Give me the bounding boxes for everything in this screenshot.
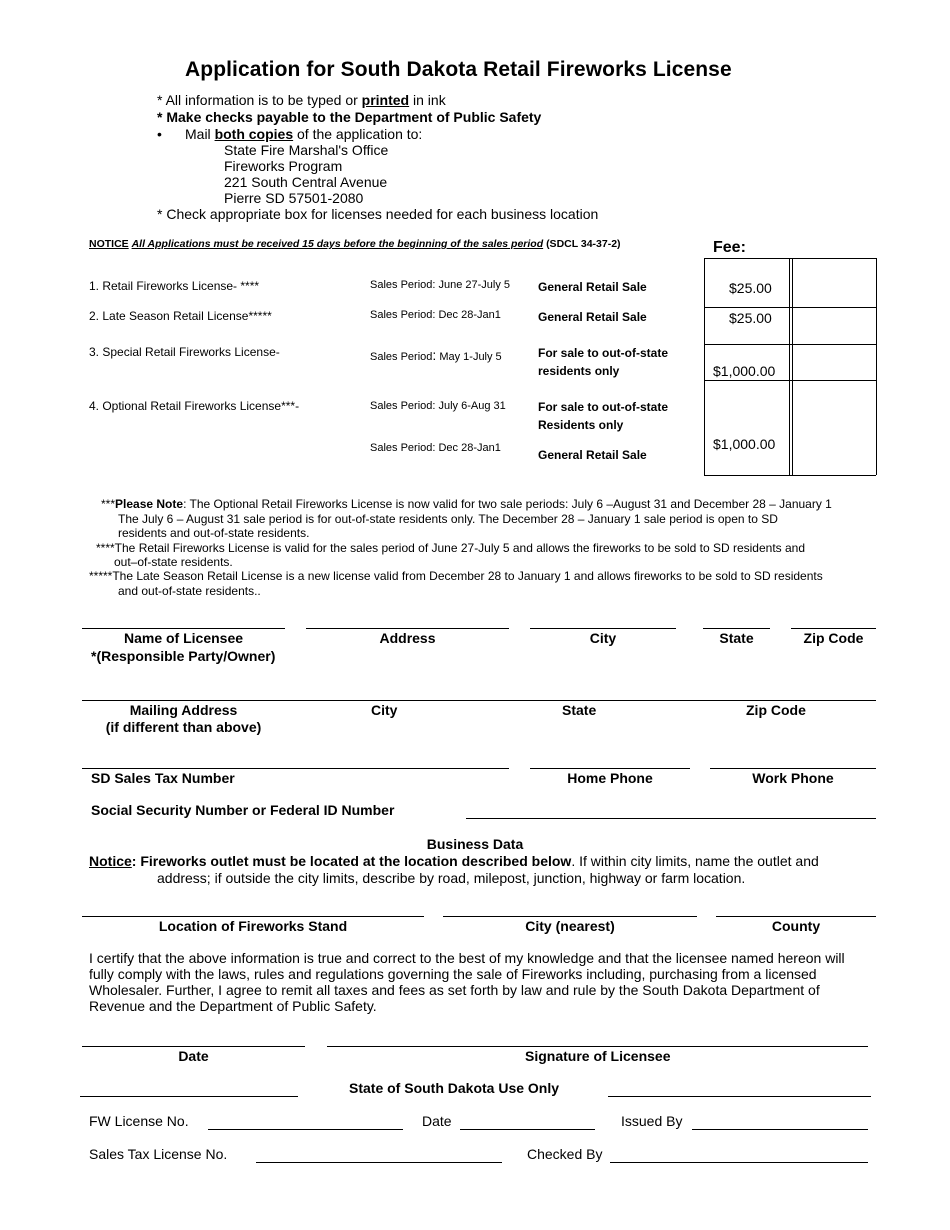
mailing-state-label: State (562, 702, 597, 718)
license-4-checkbox[interactable] (793, 381, 875, 474)
address-line: Pierre SD 57501-2080 (224, 190, 364, 206)
work-phone-label: Work Phone (752, 770, 834, 786)
mailing-address-field[interactable] (82, 700, 876, 701)
notice-line: NOTICE All Applications must be received 15 days before the beginning of the sales period (SDCL 34-37-2) (89, 238, 621, 250)
city-nearest-label: City (nearest) (525, 918, 615, 934)
license-4-type: Residents only (538, 418, 624, 432)
sales-tax-number-field[interactable] (82, 768, 509, 769)
license-4-period: Sales Period: Dec 28-Jan1 (370, 442, 501, 454)
license-3-fee: $1,000.00 (713, 363, 776, 379)
license-2-period: Sales Period: Dec 28-Jan1 (370, 309, 501, 321)
fee-table-border (704, 475, 876, 476)
license-2-type: General Retail Sale (538, 310, 647, 324)
ssn-label: Social Security Number or Federal ID Number (91, 802, 395, 818)
address-line: State Fire Marshal's Office (224, 142, 389, 158)
license-4-type: For sale to out-of-state (538, 400, 669, 414)
note-optional: ***Please Note: The Optional Retail Fireworks License is now valid for two sale periods: July 6 –August 31 and December 28 – January 1 (101, 497, 832, 511)
license-3-type: residents only (538, 364, 620, 378)
bullet-icon: • (157, 126, 162, 142)
note-retail: out–of-state residents. (114, 555, 233, 569)
issued-by-label: Issued By (621, 1113, 683, 1129)
sales-tax-number-label: SD Sales Tax Number (91, 770, 235, 786)
license-1-checkbox[interactable] (793, 259, 875, 306)
name-of-licensee-field[interactable] (82, 628, 285, 629)
if-different-label: (if different than above) (105, 719, 262, 735)
zip-code-field[interactable] (791, 628, 876, 629)
license-1-type: General Retail Sale (538, 280, 647, 294)
zip-code-label: Zip Code (803, 630, 864, 646)
instruction-mail: Mail both copies of the application to: (185, 126, 423, 142)
issued-by-field[interactable] (692, 1129, 868, 1130)
county-field[interactable] (716, 916, 876, 917)
location-field[interactable] (82, 916, 424, 917)
mailing-zip-label: Zip Code (746, 702, 806, 718)
instruction-checks: * Make checks payable to the Department of Public Safety (157, 109, 542, 125)
signature-field[interactable] (327, 1046, 868, 1047)
license-3-period: Sales Period: May 1-July 5 (370, 347, 502, 363)
instruction-typed: * All information is to be typed or printed in ink (157, 92, 446, 108)
license-4-type: General Retail Sale (538, 448, 647, 462)
state-use-heading: State of South Dakota Use Only (349, 1080, 560, 1096)
license-4-name: 4. Optional Retail Fireworks License***- (89, 399, 300, 413)
ssn-field[interactable] (466, 818, 876, 819)
divider (608, 1096, 871, 1097)
fw-license-field[interactable] (208, 1129, 403, 1130)
note-late-season: *****The Late Season Retail License is a new license valid from December 28 to January 1 and allows fireworks to be sold to SD residents (89, 569, 823, 583)
sales-tax-license-label: Sales Tax License No. (89, 1146, 228, 1162)
business-notice: address; if outside the city limits, describe by road, milepost, junction, highway or farm location. (157, 870, 746, 886)
state-date-field[interactable] (460, 1129, 595, 1130)
note-optional: The July 6 – August 31 sale period is for out-of-state residents only. The December 28 – January 1 sale period is open to SD (118, 512, 778, 526)
city-label: City (589, 630, 617, 646)
certification-text: fully comply with the laws, rules and regulations governing the sale of Fireworks including, purchasing from a licensed (89, 966, 817, 982)
instruction-check-box: * Check appropriate box for licenses needed for each business location (157, 206, 599, 222)
state-field[interactable] (703, 628, 770, 629)
license-2-name: 2. Late Season Retail License***** (89, 309, 272, 323)
mailing-city-label: City (371, 702, 398, 718)
business-data-heading: Business Data (426, 836, 524, 852)
note-retail: ****The Retail Fireworks License is valid for the sales period of June 27-July 5 and allows the fireworks to be sold to SD residents and (96, 541, 806, 555)
certification-text: Wholesaler. Further, I agree to remit all taxes and fees as set forth by law and rule by the South Dakota Department of (89, 982, 820, 998)
license-4-period: Sales Period: July 6-Aug 31 (370, 400, 506, 412)
sales-tax-license-field[interactable] (256, 1162, 502, 1163)
responsible-party-label: *(Responsible Party/Owner) (91, 648, 276, 664)
county-label: County (771, 918, 821, 934)
address-line: Fireworks Program (224, 158, 343, 174)
home-phone-field[interactable] (530, 768, 690, 769)
fw-license-label: FW License No. (89, 1113, 189, 1129)
license-4-fee: $1,000.00 (713, 436, 776, 452)
page-title: Application for South Dakota Retail Fireworks License (185, 58, 732, 81)
license-1-name: 1. Retail Fireworks License- **** (89, 279, 260, 293)
note-optional: residents and out-of-state residents. (118, 526, 310, 540)
business-notice: Notice: Fireworks outlet must be located at the location described below. If within city limits, name the outlet and (89, 853, 819, 869)
date-field[interactable] (82, 1046, 305, 1047)
note-late-season: and out-of-state residents.. (118, 584, 261, 598)
fee-label: Fee: (713, 239, 746, 256)
address-field[interactable] (306, 628, 509, 629)
state-date-label: Date (422, 1113, 452, 1129)
fee-table-border (789, 258, 790, 475)
home-phone-label: Home Phone (567, 770, 653, 786)
date-label: Date (178, 1048, 209, 1064)
mailing-address-label: Mailing Address (129, 702, 238, 718)
divider (80, 1096, 298, 1097)
license-2-fee: $25.00 (729, 310, 772, 326)
state-label: State (719, 630, 754, 646)
license-2-checkbox[interactable] (793, 308, 875, 343)
work-phone-field[interactable] (710, 768, 876, 769)
location-label: Location of Fireworks Stand (158, 918, 348, 934)
city-nearest-field[interactable] (443, 916, 697, 917)
certification-text: Revenue and the Department of Public Safety. (89, 998, 377, 1014)
fee-table-border (704, 258, 705, 475)
license-1-period: Sales Period: June 27-July 5 (370, 279, 511, 291)
license-1-fee: $25.00 (729, 280, 772, 296)
certification-text: I certify that the above information is true and correct to the best of my knowledge and that the licensee named hereon will (89, 950, 845, 966)
signature-label: Signature of Licensee (525, 1048, 671, 1064)
name-of-licensee-label: Name of Licensee (123, 630, 244, 646)
license-3-name: 3. Special Retail Fireworks License- (89, 345, 280, 359)
address-line: 221 South Central Avenue (224, 174, 388, 190)
fee-table-border (876, 258, 877, 475)
city-field[interactable] (530, 628, 676, 629)
checked-by-label: Checked By (527, 1146, 603, 1162)
address-label: Address (379, 630, 436, 646)
checked-by-field[interactable] (610, 1162, 868, 1163)
license-3-checkbox[interactable] (793, 345, 875, 379)
license-3-type: For sale to out-of-state (538, 346, 669, 360)
